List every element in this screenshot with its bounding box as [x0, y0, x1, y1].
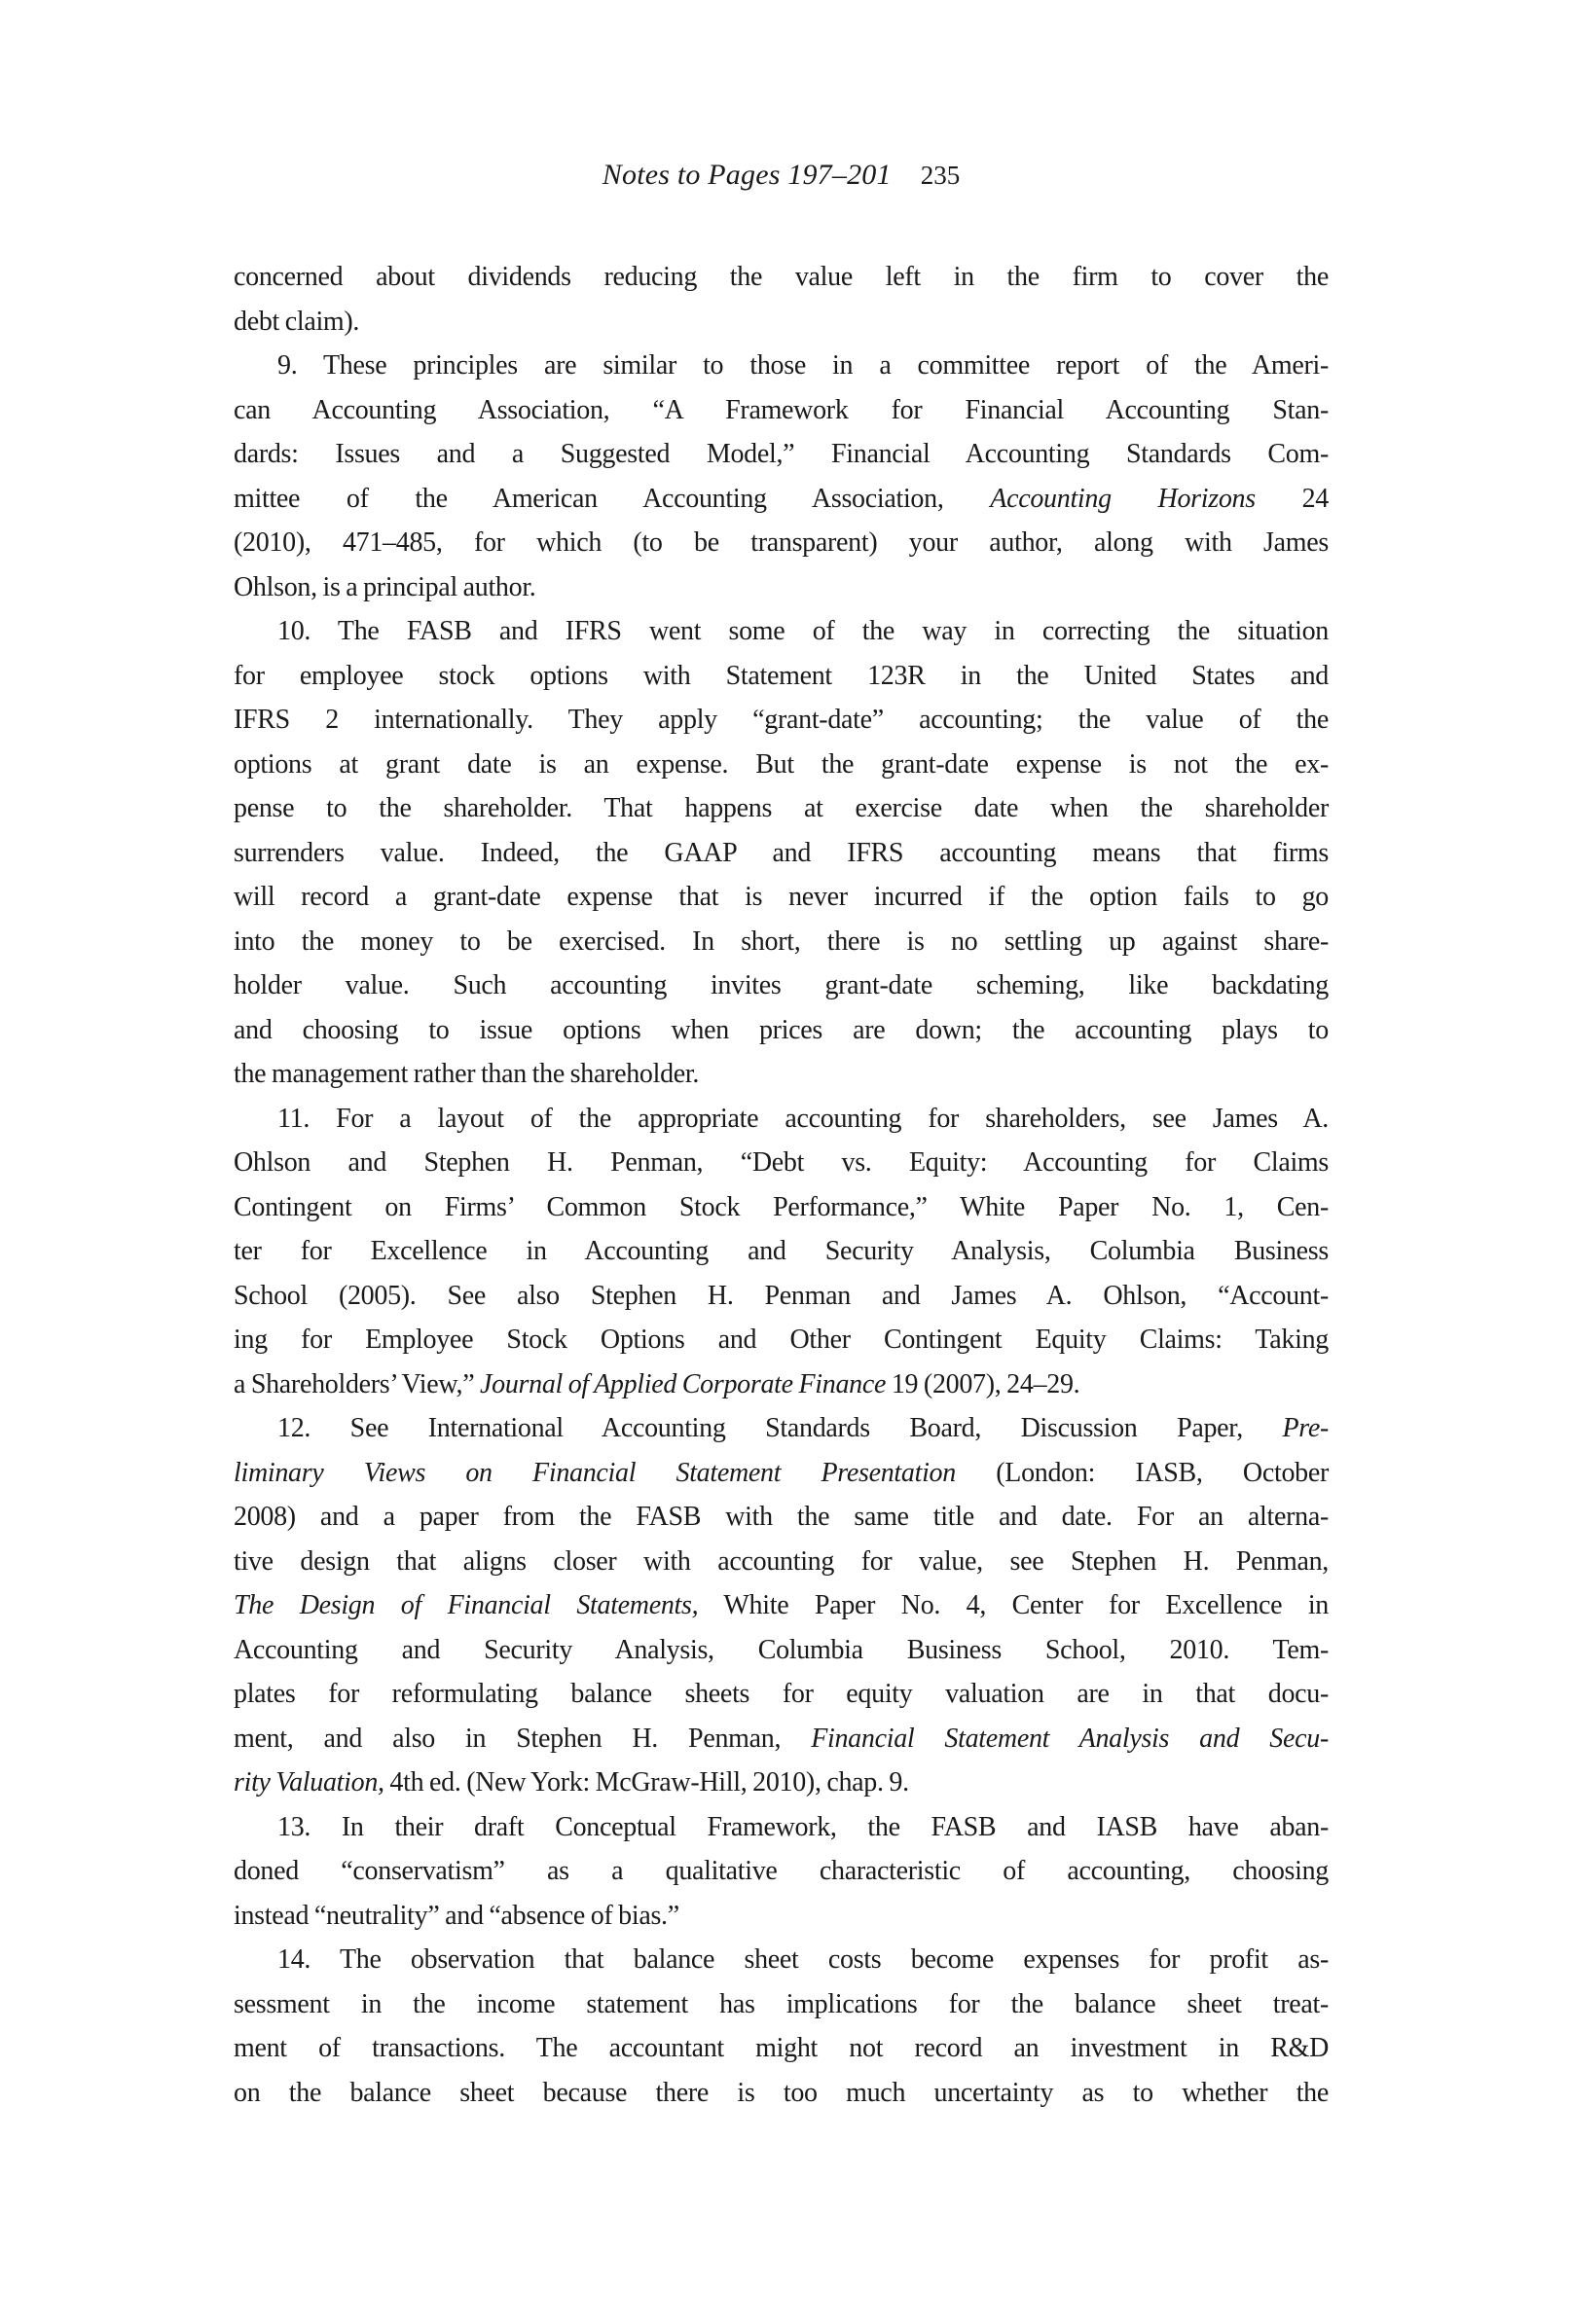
text-segment: 14. The observation that balance sheet costs become expenses for profit as-	[277, 1944, 1329, 1975]
text-segment: the management rather than the shareholder.	[234, 1059, 700, 1089]
text-line	[234, 1894, 1329, 1939]
running-head: Notes to Pages 197–201	[602, 159, 892, 191]
text-line	[234, 1938, 1329, 1982]
page-header	[234, 159, 1329, 192]
text-line	[234, 2026, 1329, 2071]
italic-text-segment: Pre-	[1282, 1413, 1329, 1443]
text-segment: White Paper No. 4, Center for Excellence in	[698, 1590, 1329, 1620]
text-segment: pense to the shareholder. That happens at exercise date when the shareholder	[234, 793, 1329, 823]
text-segment: options at grant date is an expense. But the grant-date expense is not the ex-	[234, 748, 1329, 780]
text-segment: 13. In their draft Conceptual Framework, the FASB and IASB have aban-	[277, 1811, 1329, 1842]
text-segment: tive design that aligns closer with accounting for value, see Stephen H. Penman,	[234, 1545, 1329, 1577]
text-segment: ing for Employee Stock Options and Other Contingent Equity Claims: Taking	[234, 1325, 1329, 1355]
text-line	[234, 1052, 1329, 1097]
text-line	[234, 1540, 1329, 1584]
text-line	[234, 1717, 1329, 1761]
text-segment: concerned about dividends reducing the value left in the firm to cover the	[234, 262, 1329, 292]
text-segment: 24	[1255, 483, 1329, 514]
italic-text-segment: Journal of Applied Corporate Finance	[480, 1368, 887, 1399]
text-segment: holder value. Such accounting invites grant-date scheming, like backdating	[234, 970, 1329, 1000]
text-segment: debt claim).	[234, 306, 360, 337]
text-segment: 11. For a layout of the appropriate accounting for shareholders, see James A.	[277, 1103, 1329, 1134]
text-line	[234, 831, 1329, 876]
text-line	[234, 1097, 1329, 1142]
text-segment: 12. See International Accounting Standards Board, Discussion Paper,	[277, 1413, 1283, 1443]
text-line	[234, 255, 1329, 300]
text-line	[234, 521, 1329, 565]
text-line	[234, 875, 1329, 920]
text-segment: and choosing to issue options when prices are down; the accounting plays to	[234, 1014, 1329, 1045]
text-line	[234, 1362, 1329, 1407]
text-line	[234, 1318, 1329, 1362]
text-line	[234, 1274, 1329, 1319]
text-line	[234, 1805, 1329, 1850]
text-segment: IFRS 2 internationally. They apply “grant-date” accounting; the value of the	[234, 705, 1329, 735]
text-segment: 9. These principles are similar to those in a committee report of the Ameri-	[277, 350, 1329, 381]
italic-text-segment: Financial Statement Analysis and Secu-	[811, 1723, 1329, 1754]
text-segment: on the balance sheet because there is too much uncertainty as to whether the	[234, 2077, 1329, 2108]
text-line	[234, 1451, 1329, 1496]
text-line	[234, 565, 1329, 610]
italic-text-segment: Accounting Horizons	[990, 483, 1256, 514]
text-segment: instead “neutrality” and “absence of bias.”	[234, 1900, 679, 1931]
text-line	[234, 1008, 1329, 1053]
text-segment: doned “conservatism” as a qualitative characteristic of accounting, choosing	[234, 1856, 1329, 1886]
text-segment: (2010), 471–485, for which (to be transparent) your author, along with James	[234, 527, 1329, 558]
italic-text-segment: rity Valuation,	[234, 1767, 384, 1797]
text-line	[234, 743, 1329, 787]
text-line	[234, 1495, 1329, 1540]
text-line	[234, 1185, 1329, 1230]
notes-text	[234, 255, 1329, 2115]
text-line	[234, 1141, 1329, 1185]
text-line	[234, 477, 1329, 522]
text-segment: dards: Issues and a Suggested Model,” Financial Accounting Standards Com-	[234, 439, 1329, 469]
text-line	[234, 609, 1329, 654]
text-line	[234, 1229, 1329, 1274]
text-segment: can Accounting Association, “A Framework for Financial Accounting Stan-	[234, 394, 1329, 425]
text-line	[234, 1406, 1329, 1451]
text-segment: Contingent on Firms’ Common Stock Performance,” White Paper No. 1, Cen-	[234, 1191, 1329, 1222]
text-segment: Ohlson and Stephen H. Penman, “Debt vs. Equity: Accounting for Claims	[234, 1147, 1329, 1178]
text-line	[234, 654, 1329, 699]
text-line	[234, 698, 1329, 743]
text-segment: 19 (2007), 24–29.	[886, 1368, 1080, 1399]
italic-text-segment: The Design of Financial Statements,	[234, 1590, 699, 1620]
text-segment: plates for reformulating balance sheets for equity valuation are in that docu-	[234, 1679, 1329, 1709]
text-line	[234, 1849, 1329, 1894]
text-line	[234, 432, 1329, 477]
italic-text-segment: liminary Views on Financial Statement Presentation	[234, 1457, 956, 1488]
text-line	[234, 920, 1329, 964]
text-segment: for employee stock options with Statement 123R in the United States and	[234, 660, 1329, 691]
text-line	[234, 786, 1329, 831]
text-line	[234, 388, 1329, 433]
text-segment: 10. The FASB and IFRS went some of the way in correcting the situation	[277, 616, 1329, 646]
text-line	[234, 963, 1329, 1008]
text-line	[234, 1672, 1329, 1717]
text-segment: (London: IASB, October	[955, 1457, 1329, 1488]
text-segment: 2008) and a paper from the FASB with the same title and date. For an alterna-	[234, 1502, 1329, 1532]
text-segment: ment of transactions. The accountant might not record an investment in R&D	[234, 2033, 1329, 2063]
text-segment: 4th ed. (New York: McGraw-Hill, 2010), chap. 9.	[383, 1767, 909, 1797]
text-segment: Ohlson, is a principal author.	[234, 571, 536, 602]
text-segment: sessment in the income statement has implications for the balance sheet treat-	[234, 1988, 1329, 2019]
text-line	[234, 1583, 1329, 1628]
text-segment: mittee of the American Accounting Association,	[234, 483, 991, 514]
text-line	[234, 2071, 1329, 2116]
text-segment: surrenders value. Indeed, the GAAP and IFRS accounting means that firms	[234, 837, 1329, 868]
text-line	[234, 1761, 1329, 1805]
text-line	[234, 1982, 1329, 2027]
text-segment: Accounting and Security Analysis, Columbia Business School, 2010. Tem-	[234, 1634, 1329, 1665]
text-line	[234, 300, 1329, 345]
text-segment: into the money to be exercised. In short, there is no settling up against share-	[234, 926, 1329, 957]
text-segment: ter for Excellence in Accounting and Security Analysis, Columbia Business	[234, 1236, 1329, 1266]
text-segment: will record a grant-date expense that is never incurred if the option fails to go	[234, 882, 1329, 912]
text-segment: a Shareholders’ View,”	[234, 1368, 481, 1399]
text-line	[234, 1628, 1329, 1673]
text-line	[234, 344, 1329, 388]
page-number: 235	[920, 161, 961, 190]
text-segment: School (2005). See also Stephen H. Penman and James A. Ohlson, “Account-	[234, 1280, 1329, 1311]
text-segment: ment, and also in Stephen H. Penman,	[234, 1723, 812, 1754]
